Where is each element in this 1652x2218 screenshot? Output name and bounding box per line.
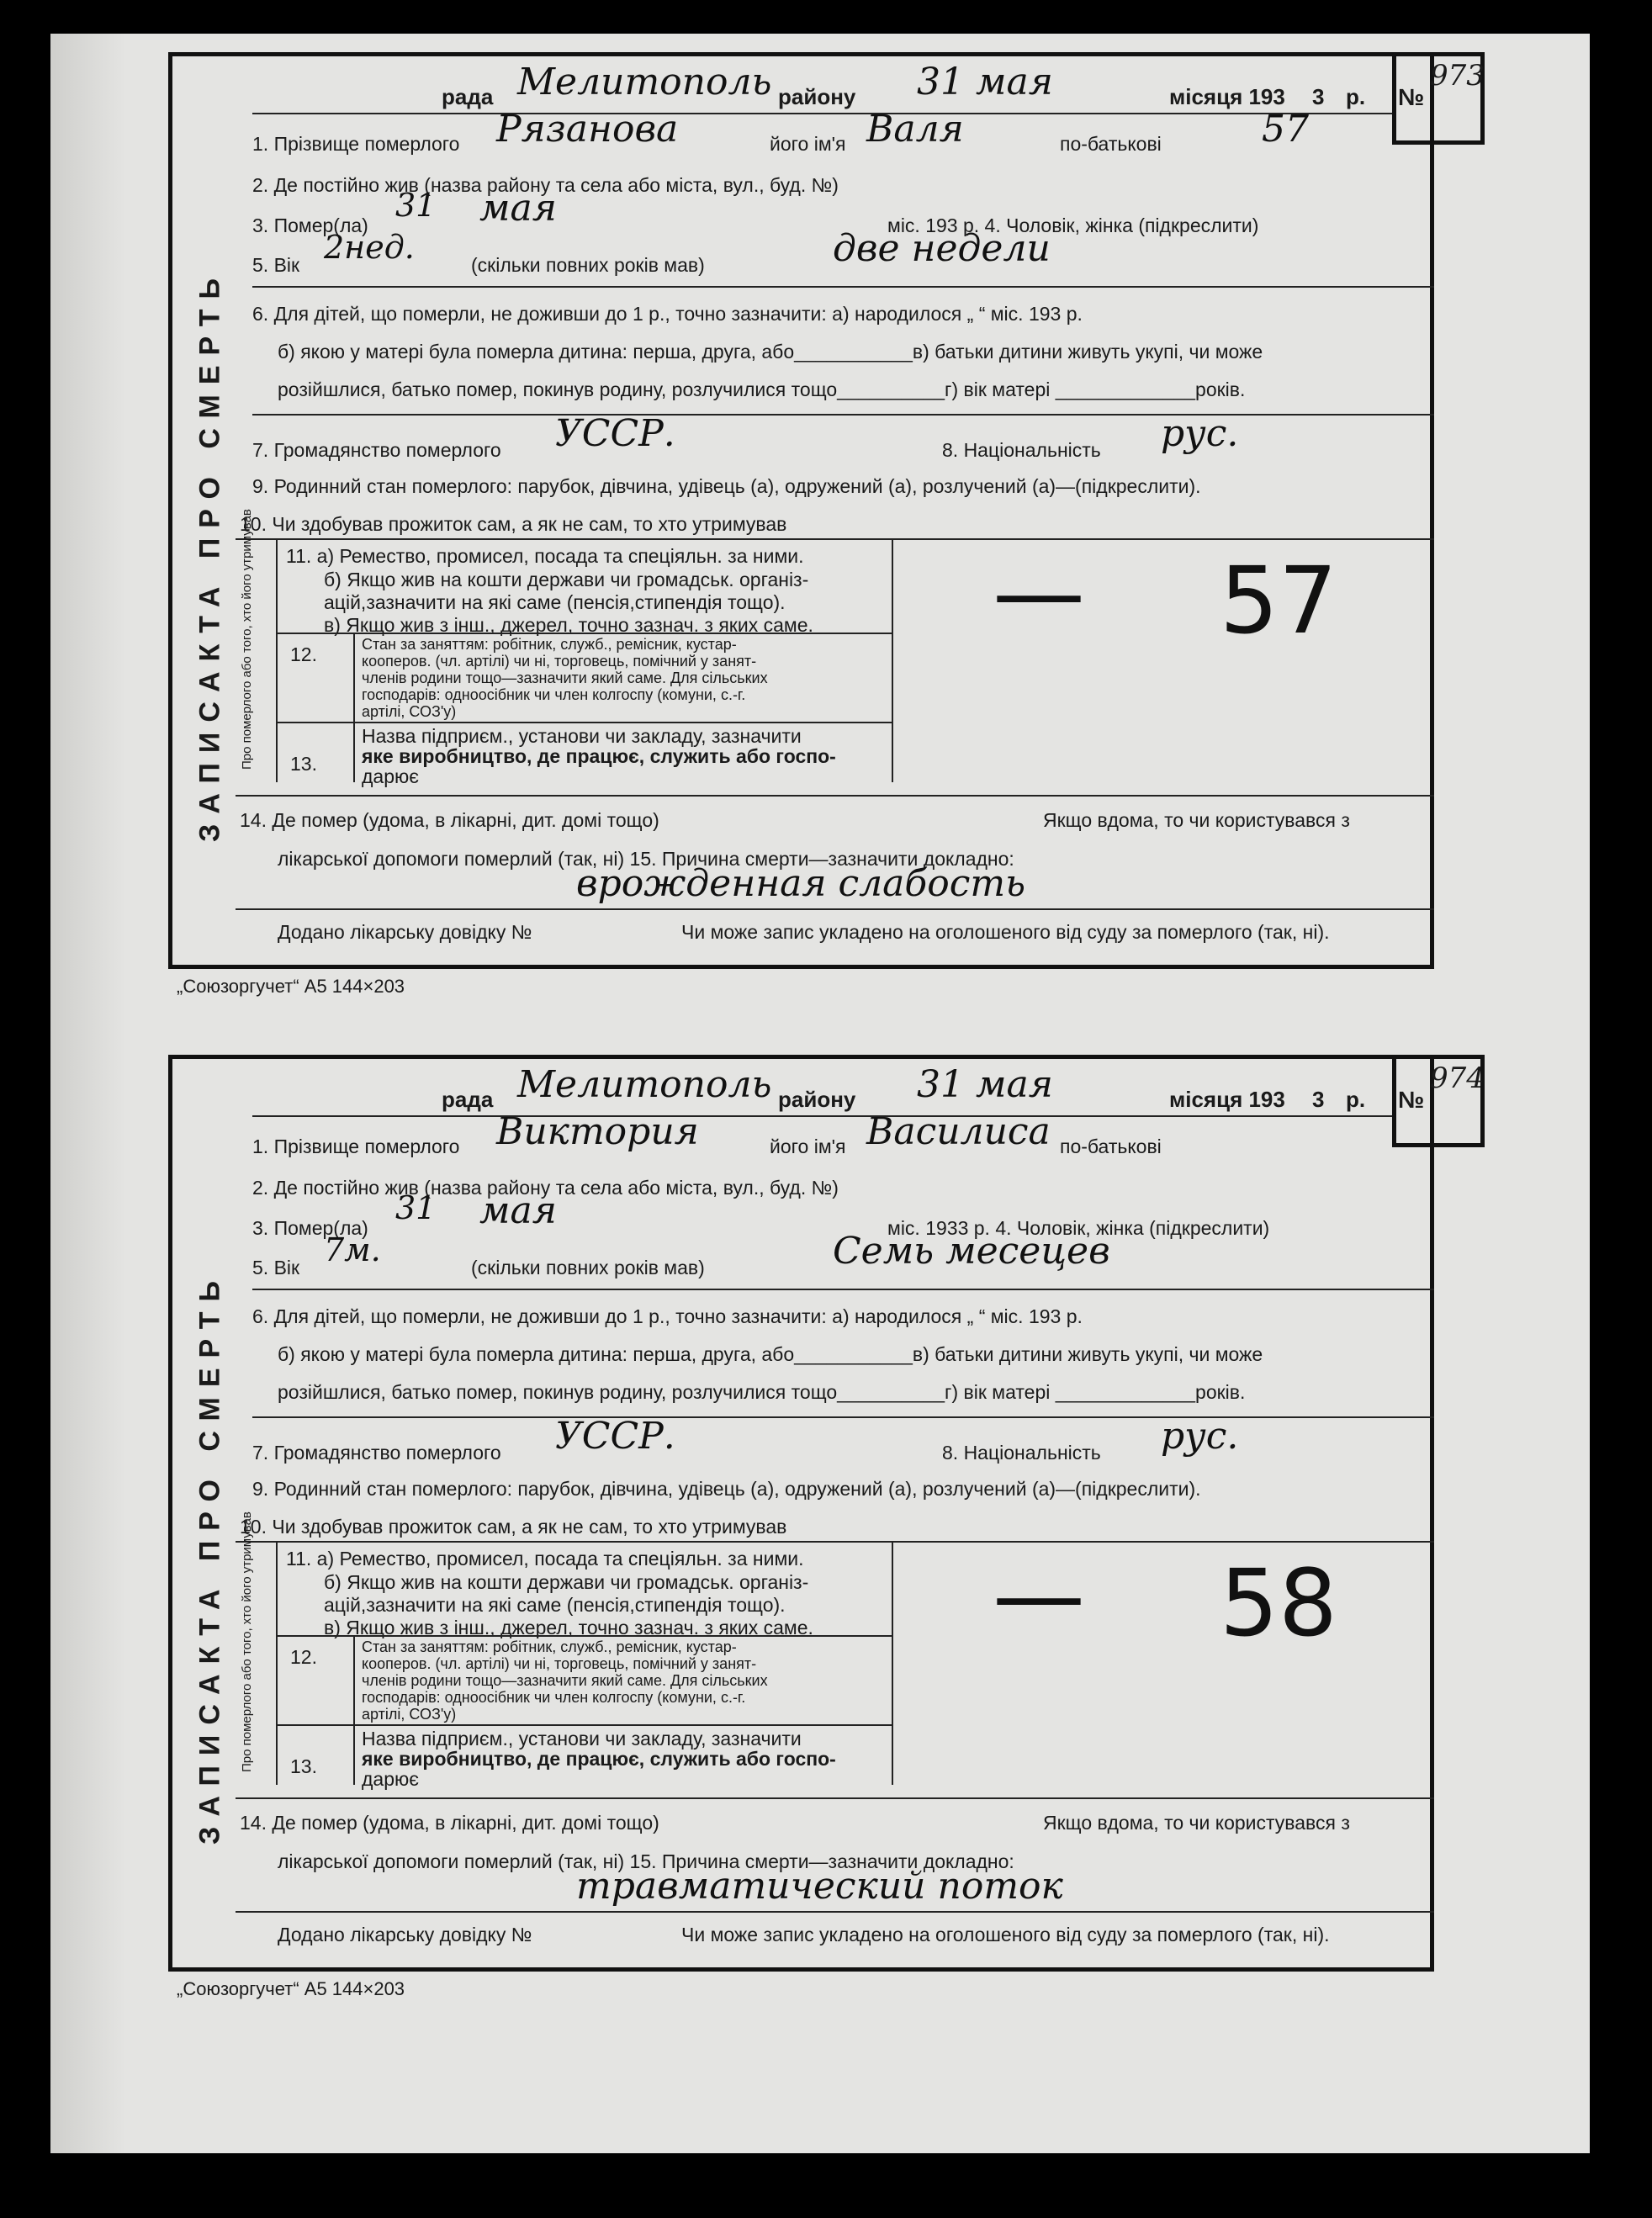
line-6c: розійшлися, батько помер, покинув родину, розлучилися тощо__________г) вік матері _____________років. [278,1381,1246,1403]
line-3-rest: міс. 193 р. 4. Чоловік, жінка (підкреслити) [887,214,1259,236]
line-5-hint: (скільки повних років мав) [471,254,705,276]
surname-value[interactable]: Виктория [496,1110,699,1153]
line-6b: б) якою у матері була померла дитина: перша, друга, або___________в) батьки дитини живуть укупі, чи може [278,341,1263,363]
section-rule [236,1541,1434,1543]
rada-label: рада [442,1087,494,1112]
line-12a: Стан за заняттям: робітник, служб., ремісник, кустар- [362,636,737,653]
line-13-num: 13. [290,753,317,775]
year-r: р. [1346,84,1366,109]
line-12a: Стан за заняттям: робітник, служб., ремісник, кустар- [362,1638,737,1655]
line-13-num: 13. [290,1755,317,1777]
line-11a: 11. а) Ремество, промисел, посада та спеціяльн. за ними. [286,1548,804,1570]
year-suffix: 3 [1312,1087,1325,1112]
rada-value[interactable]: Мелитополь [517,1063,772,1106]
printer-footer: „Союзоргучет“ А5 144×203 [177,976,405,997]
section-rule [236,1911,1434,1913]
line-12c: членів родини тощо—зазначити який саме. Для сільських [362,1672,768,1689]
age-words-value[interactable]: Семь месецев [833,1230,1110,1273]
line-16-label: Додано лікарську довідку № [278,1924,532,1945]
record-number-value[interactable]: 974 [1430,1061,1485,1095]
value-col-rule [892,538,893,782]
line-16-rest: Чи може запис укладено на оголошеного від суду за померлого (так, ні). [681,921,1330,943]
line-12-num: 12. [290,1646,317,1668]
header-rule [252,1115,1392,1117]
line-12d: господарів: одноосібник чи член колгоспу (комуни, с.-г. [362,1689,746,1706]
section-rule [252,1416,1434,1418]
paper-edge [50,34,126,2153]
line-10-label: 10. Чи здобував прожиток сам, а як не сам, то хто утримував [240,1516,787,1538]
line-11c: в) Якщо жив з інш., джерел, точно зазнач. з яких саме. [324,614,813,636]
annotation-dash: — [993,538,1085,646]
line-13b: яке виробництво, де працює, служить або госпо- [362,745,836,767]
row-rule [276,1724,892,1726]
line-12d: господарів: одноосібник чи член колгоспу (комуни, с.-г. [362,686,746,703]
line-11b: б) Якщо жив на кошти держави чи громадськ. організ- [324,1571,809,1593]
line-9-label: 9. Родинний стан померлого: парубок, дівчина, удівець (а), одружений (а), розлучений (а)—(підкреслити). [252,475,1201,497]
line-3-label: 3. Помер(ла) [252,214,368,236]
line-5-label: 5. Вік [252,254,300,276]
section-rule [236,795,1434,797]
line-6b: б) якою у матері була померла дитина: перша, друга, або___________в) батьки дитини живуть укупі, чи може [278,1343,1263,1365]
num-col-rule [353,633,355,782]
death-day-value[interactable]: 31 [395,187,437,224]
line-16-label: Додано лікарську довідку № [278,921,532,943]
section-rule [252,1289,1434,1290]
line-14-label: 14. Де помер (удома, в лікарні, дит. домі тощо) [240,809,659,831]
line-6c: розійшлися, батько помер, покинув родину, розлучилися тощо__________г) вік матері _____________років. [278,378,1246,400]
line-14-rest: Якщо вдома, то чи користувався з [1043,809,1350,831]
death-day-value[interactable]: 31 [395,1189,437,1226]
line-6a: 6. Для дітей, що померли, не доживши до 1 р., точно зазначити: а) народилося „ “ міс. 193 р. [252,1305,1083,1327]
printer-footer: „Союзоргучет“ А5 144×203 [177,1978,405,1999]
row-rule [276,722,892,723]
section-rule [236,908,1434,910]
line-14-label: 14. Де помер (удома, в лікарні, дит. домі тощо) [240,1812,659,1834]
line-12c: членів родини тощо—зазначити який саме. Для сільських [362,670,768,686]
record-number-value[interactable]: 973 [1430,59,1485,93]
line-11b2: ацій,зазначити на які саме (пенсія,стипендія тощо). [324,591,786,613]
line-11c: в) Якщо жив з інш., джерел, точно зазнач. з яких саме. [324,1617,813,1638]
name-label: його ім'я [770,133,846,155]
line-13a: Назва підприєм., установи чи закладу, зазначити [362,1728,802,1750]
line-15-label: лікарської допомоги померлий (так, ні) 15. Причина смерти—зазначити докладно: [278,848,1014,870]
side-title: ЗАПИСАКТА ПРО СМЕРТЬ [193,268,226,842]
section-rule [236,538,1434,540]
line-11b2: ацій,зазначити на які саме (пенсія,стипендія тощо). [324,1594,786,1616]
line-15-label: лікарської допомоги померлий (так, ні) 15. Причина смерти—зазначити докладно: [278,1850,1014,1872]
raion-label: району [778,84,856,109]
row-rule [276,1635,892,1637]
month-label: місяця 193 [1169,1087,1285,1112]
line-13c: дарює [362,765,419,787]
section-rule [236,1797,1434,1799]
section-rule [252,414,1434,416]
header-rule [252,113,1392,114]
line-12e: артілі, СОЗ'у) [362,703,457,720]
line-10-label: 10. Чи здобував прожиток сам, а як не сам, то хто утримував [240,513,787,535]
death-month-value[interactable]: мая [479,187,557,230]
line-14-rest: Якщо вдома, то чи користувався з [1043,1812,1350,1834]
date-value[interactable]: 31 мая [917,61,1053,103]
rada-label: рада [442,84,494,109]
line-13a: Назва підприєм., установи чи закладу, зазначити [362,725,802,747]
line-3-rest: міс. 1933 р. 4. Чоловік, жінка (підкреслити) [887,1217,1270,1239]
line-6a: 6. Для дітей, що померли, не доживши до 1 р., точно зазначити: а) народилося „ “ міс. 193 р. [252,303,1083,325]
annotation-number: 58 [1220,1549,1337,1657]
value-col-rule [892,1541,893,1785]
line-9-label: 9. Родинний стан померлого: парубок, дівчина, удівець (а), одружений (а), розлучений (а)—(підкреслити). [252,1478,1201,1500]
month-label: місяця 193 [1169,84,1285,109]
citizenship-value[interactable]: УССР. [555,412,675,455]
line-12-num: 12. [290,643,317,665]
line-12b: кооперов. (чл. артілі) чи ні, торговець, помічний у занят- [362,653,757,670]
line-2-label: 2. Де постійно жив (назва району та села або міста, вул., буд. №) [252,1177,839,1199]
age-value[interactable]: 7м. [324,1231,381,1268]
citizenship-value[interactable]: УССР. [555,1415,675,1458]
name-value[interactable]: Валя [866,108,964,151]
line-1-label: 1. Прізвище померлого [252,133,460,155]
nationality-value[interactable]: рус. [1161,412,1239,455]
line-7-label: 7. Громадянство померлого [252,1442,501,1464]
patronymic-value[interactable]: 57 [1262,108,1309,151]
age-words-value[interactable]: две недели [833,227,1051,270]
line-13b: яке виробництво, де працює, служить або госпо- [362,1748,836,1770]
surname-value[interactable]: Рязанова [496,108,679,151]
death-cause-value[interactable]: травматический поток [576,1865,1063,1908]
name-value[interactable]: Василиса [866,1110,1051,1153]
name-label: його ім'я [770,1135,846,1157]
row-rule [276,633,892,634]
line-13c: дарює [362,1768,419,1790]
line-5-label: 5. Вік [252,1257,300,1278]
annotation-number: 57 [1220,547,1337,654]
side-title: ЗАПИСАКТА ПРО СМЕРТЬ [193,1271,226,1845]
raion-label: району [778,1087,856,1112]
line-7-label: 7. Громадянство померлого [252,439,501,461]
line-5-hint: (скільки повних років мав) [471,1257,705,1278]
line-8-label: 8. Національність [942,1442,1101,1464]
year-suffix: 3 [1312,84,1325,109]
patronymic-label: по-батькові [1060,133,1162,155]
age-value[interactable]: 2нед. [324,229,415,266]
patronymic-label: по-батькові [1060,1135,1162,1157]
num-col-rule [353,1635,355,1785]
annotation-dash: — [993,1541,1085,1649]
year-r: р. [1346,1087,1366,1112]
rada-value[interactable]: Мелитополь [517,61,772,103]
line-12e: артілі, СОЗ'у) [362,1706,457,1723]
side-col-rule [276,538,278,782]
record-number-label: № [1398,84,1425,110]
record-number-label: № [1398,1087,1425,1113]
section-rule [252,286,1434,288]
death-month-value[interactable]: мая [479,1189,557,1232]
line-2-label: 2. Де постійно жив (назва району та села або міста, вул., буд. №) [252,174,839,196]
date-value[interactable]: 31 мая [917,1063,1053,1106]
line-8-label: 8. Національність [942,439,1101,461]
line-3-label: 3. Помер(ла) [252,1217,368,1239]
line-1-label: 1. Прізвище померлого [252,1135,460,1157]
death-cause-value[interactable]: врожденная слабость [576,862,1026,905]
line-12b: кооперов. (чл. артілі) чи ні, торговець, помічний у занят- [362,1655,757,1672]
side-col-rule [276,1541,278,1785]
line-11a: 11. а) Ремество, промисел, посада та спеціяльн. за ними. [286,545,804,567]
line-16-rest: Чи може запис укладено на оголошеного від суду за померлого (так, ні). [681,1924,1330,1945]
line-11b: б) Якщо жив на кошти держави чи громадськ. організ- [324,569,809,590]
nationality-value[interactable]: рус. [1161,1415,1239,1458]
